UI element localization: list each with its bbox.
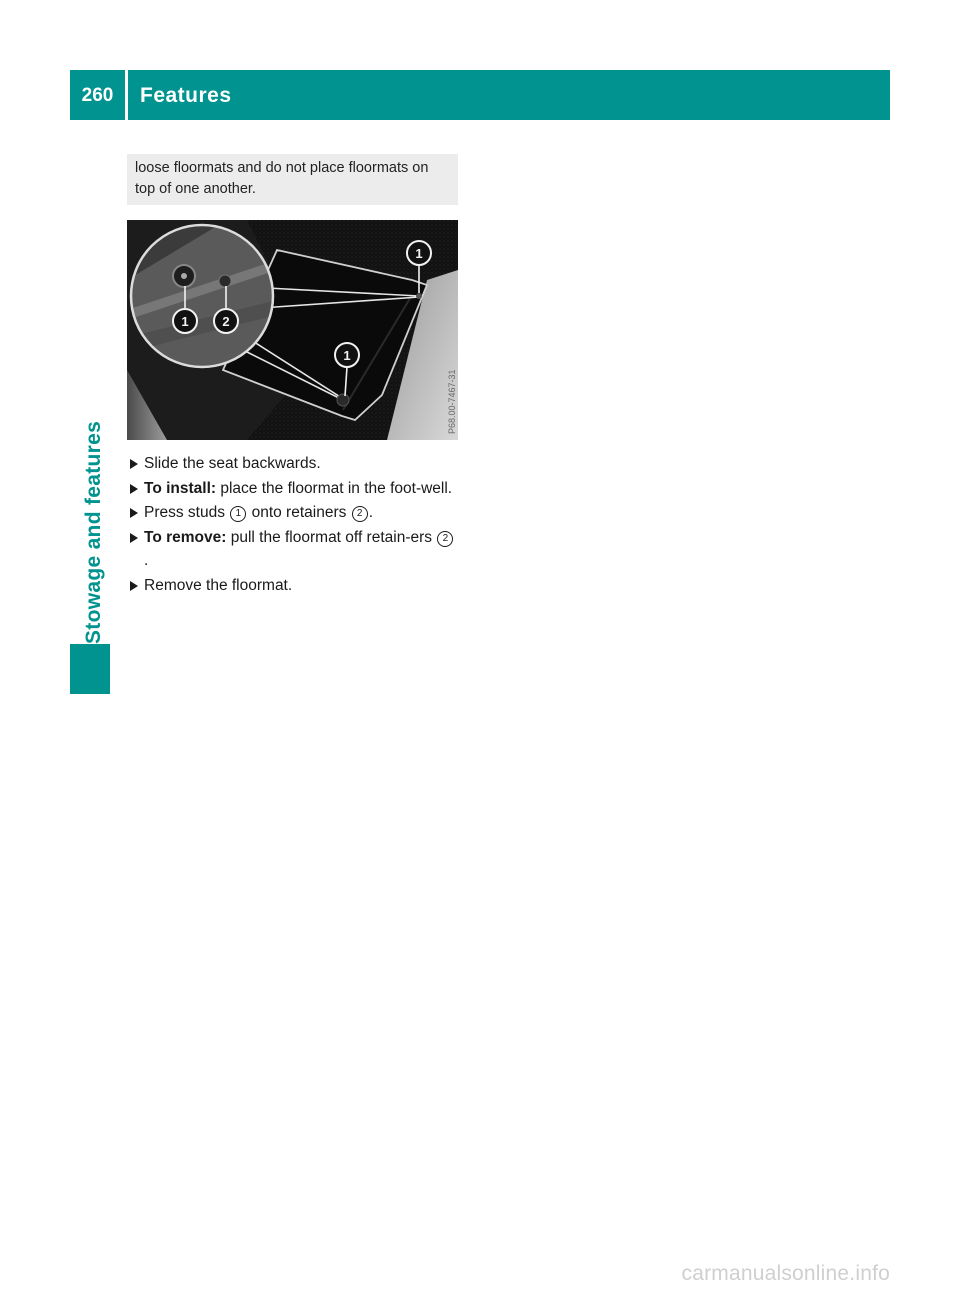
callout-1-top: [407, 241, 431, 265]
arrow-icon: [130, 508, 138, 518]
section-title: Features: [140, 84, 232, 107]
note-text: loose floormats and do not place floormats on top of one another.: [135, 160, 429, 197]
page-number: 260: [81, 85, 114, 106]
callout-ref-2: 2: [352, 506, 368, 522]
step-2: To install: place the floormat in the foot-well.: [127, 477, 458, 501]
instruction-list: [127, 452, 458, 598]
header-divider: [125, 70, 128, 120]
floormat-illustration: [127, 220, 458, 440]
side-tab-block: [70, 644, 110, 694]
arrow-icon: [130, 484, 138, 494]
step-1: Slide the seat backwards.: [127, 452, 458, 476]
stud-bottom: [337, 394, 349, 406]
callout-1-left: [173, 309, 197, 333]
side-tab: [70, 120, 110, 644]
watermark[interactable]: carmanualsonline.info: [681, 1262, 890, 1285]
svg-text:1: 1: [181, 314, 189, 329]
step-3: Press studs 1 onto retainers 2 .: [127, 501, 458, 525]
arrow-icon: [130, 581, 138, 591]
arrow-icon: [130, 533, 138, 543]
figure-code: P68.00-7467-31: [447, 369, 457, 434]
floormat-diagram: [127, 220, 458, 440]
side-tab-label: Stowage and features: [82, 420, 105, 644]
callout-2: [214, 309, 238, 333]
svg-text:2: 2: [222, 314, 230, 329]
note-box: [127, 154, 458, 205]
arrow-icon: [130, 459, 138, 469]
stud-top: [416, 293, 422, 299]
step-5: Remove the floormat.: [127, 574, 458, 598]
callout-ref-2: 2: [437, 531, 453, 547]
callout-1-bottom: [335, 343, 359, 367]
svg-text:1: 1: [343, 348, 351, 363]
callout-ref-1: 1: [230, 506, 246, 522]
svg-text:1: 1: [415, 246, 423, 261]
step-4: To remove: pull the floormat off retain-ers 2.: [127, 526, 458, 573]
